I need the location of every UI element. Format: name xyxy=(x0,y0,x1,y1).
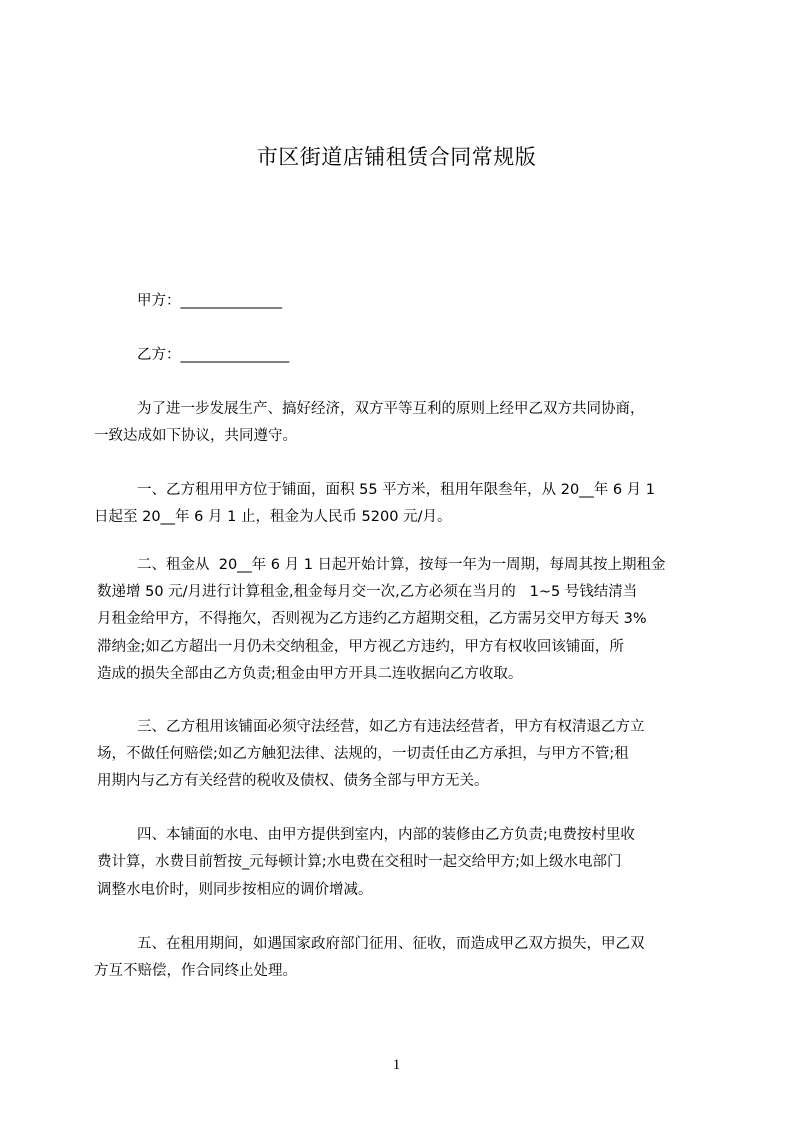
paragraph-line: 日起至 20__年 6 月 1 止，租金为人民币 5200 元/月。 xyxy=(94,509,452,525)
paragraph-line: 五、在租用期间，如遇国家政府部门征用、征收，而造成甲乙双方损失，甲乙双 xyxy=(137,936,645,952)
paragraph-line: 三、乙方租用该铺面必须守法经营，如乙方有违法经营者，甲方有权清退乙方立 xyxy=(137,719,645,735)
party-a-line: 甲方：______________ xyxy=(137,293,282,309)
paragraph-line: 四、本铺面的水电、由甲方提供到室内，内部的装修由乙方负责;电费按村里收 xyxy=(137,827,635,843)
paragraph-line: 为了进一步发展生产、搞好经济，双方平等互利的原则上经甲乙双方共同协商， xyxy=(137,401,645,417)
paragraph-line: 调整水电价时，则同步按相应的调价增减。 xyxy=(97,882,373,898)
party-b-line: 乙方：_______________ xyxy=(137,347,290,363)
paragraph-line: 方互不赔偿，作合同终止处理。 xyxy=(94,963,297,979)
page-number: 1 xyxy=(392,1057,401,1073)
paragraph-line: 数递增 50 元/月进行计算租金,租金每月交一次,乙方必须在当月的 1~5 号钱结清当 xyxy=(97,584,638,600)
paragraph-line: 造成的损失全部由乙方负责;租金由甲方开具二连收据向乙方收取。 xyxy=(97,666,523,682)
paragraph-line: 月租金给甲方，不得拖欠，否则视为乙方违约乙方超期交租，乙方需另交甲方每天 3% xyxy=(97,611,647,627)
paragraph-line: 用期内与乙方有关经营的税收及债权、债务全部与甲方无关。 xyxy=(97,773,489,789)
paragraph-line: 一、乙方租用甲方位于铺面，面积 55 平方米，租用年限叁年，从 20__年 6 月 1 xyxy=(137,482,656,498)
document-title: 市区街道店铺租赁合同常规版 xyxy=(256,145,537,169)
paragraph-line: 二、租金从 20__年 6 月 1 日起开始计算，按每一年为一周期，每周其按上期租金 xyxy=(137,557,666,573)
paragraph-line: 一致达成如下协议，共同遵守。 xyxy=(94,428,297,444)
paragraph-line: 场，不做任何赔偿;如乙方触犯法律、法规的，一切责任由乙方承担，与甲方不管;租 xyxy=(97,746,629,762)
paragraph-line: 费计算，水费目前暂按_元每顿计算;水电费在交租时一起交给甲方;如上级水电部门 xyxy=(97,854,622,870)
paragraph-line: 滞纳金;如乙方超出一月仍未交纳租金，甲方视乙方违约，甲方有权收回该铺面，所 xyxy=(97,639,624,655)
